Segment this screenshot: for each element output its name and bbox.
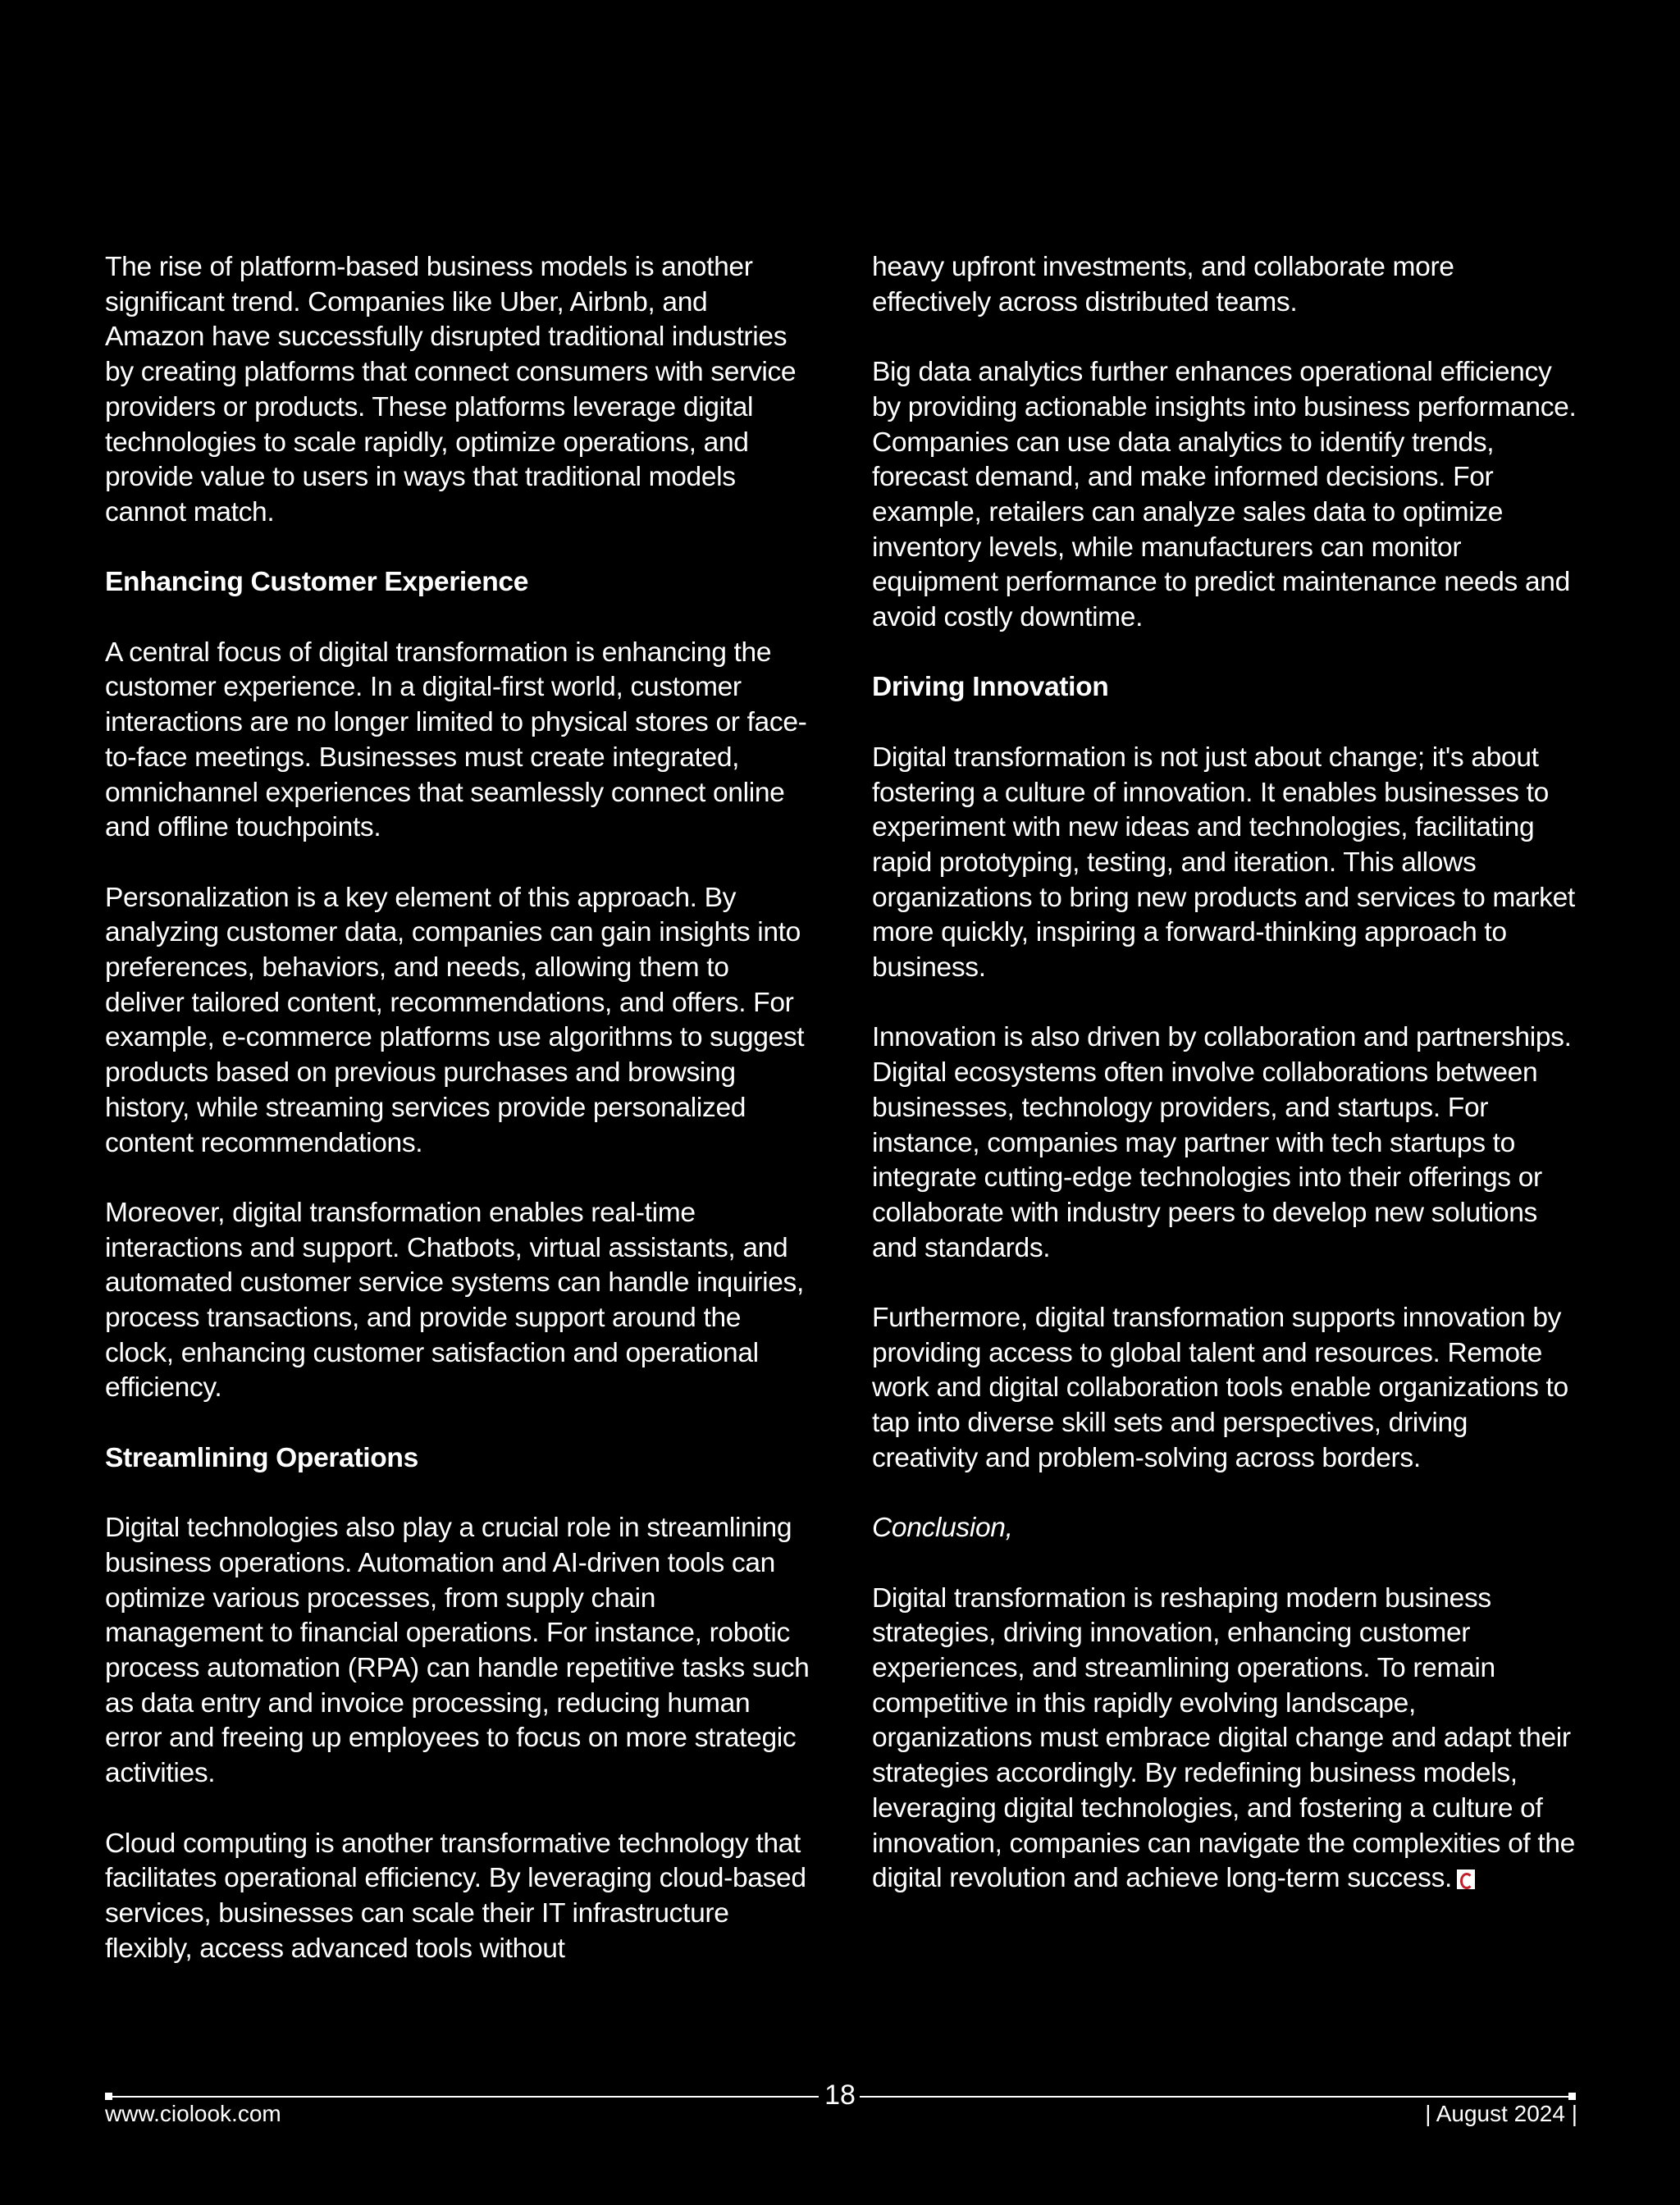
conclusion-text: Digital transformation is reshaping modern business strategies, driving innovation, enhancing customer experiences, and streamlining operations. To remain competitive in this rapidly evolving landscape, organizations must embrace digital change and adapt their strategies accordingly. By redefining business models, leveraging digital technologies, and fostering a culture of innovation, companies can navigate the complexities of the digital revolution and achieve long-term success. bbox=[872, 1582, 1575, 1894]
paragraph: Furthermore, digital transformation supports innovation by providing access to global talent and resources. Remote work and digital collaboration tools enable organizations to tap into diverse skill sets and perspectives, driving creativity and problem-solving across borders. bbox=[872, 1303, 1568, 1473]
section-heading-streamlining-operations: Streamlining Operations bbox=[105, 1442, 418, 1473]
paragraph: heavy upfront investments, and collaborate more effectively across distributed teams. bbox=[872, 252, 1454, 317]
paragraph: Innovation is also driven by collaboration and partnerships. Digital ecosystems often involve collaborations between businesses, technology providers, and startups. For instance, companies may partner with tech startups to integrate cutting-edge technologies into their offerings or collaborate with industry peers to develop new solutions and standards. bbox=[872, 1022, 1572, 1263]
paragraph: The rise of platform-based business models is another significant trend. Companies like Uber, Airbnb, and Amazon have successfully disrupted traditional industries by creating platforms that connect consumers with service providers or products. These platforms leverage digital technologies to scale rapidly, optimize operations, and provide value to users in ways that traditional models cannot match. bbox=[105, 252, 797, 527]
footer-website: www.ciolook.com bbox=[105, 2101, 281, 2126]
left-column bbox=[105, 250, 810, 2002]
conclusion-label: Conclusion, bbox=[872, 1513, 1013, 1544]
ciolook-end-mark-icon bbox=[1457, 1869, 1475, 1889]
paragraph: Personalization is a key element of this approach. By analyzing customer data, companies can gain insights into preferences, behaviors, and needs, allowing them to deliver tailored content, recommendations, and offers. For example, e-commerce platforms use algorithms to suggest products based on previous purchases and browsing history, while streaming services provide personalized content recommendations. bbox=[105, 882, 805, 1158]
paragraph: Moreover, digital transformation enables real-time interactions and support. Chatbots, virtual assistants, and automated customer service systems can handle inquiries, process transactions, and provide support around the clock, enhancing customer satisfaction and operational efficiency. bbox=[105, 1197, 804, 1404]
footer-rule-right bbox=[860, 2096, 1573, 2098]
paragraph: Digital technologies also play a crucial role in streamlining business operations. Automation and AI-driven tools can optimize various processes, from supply chain management to financial operations. For instance, robotic process automation (RPA) can handle repetitive tasks such as data entry and invoice processing, reducing human error and freeing up employees to focus on more strategic activities. bbox=[105, 1513, 810, 1789]
paragraph: Big data analytics further enhances operational efficiency by providing actionable insights into business performance. Companies can use data analytics to identify trends, forecast demand, and make informed decisions. For example, retailers can analyze sales data to optimize inventory levels, while manufacturers can monitor equipment performance to predict maintenance needs and avoid costly downtime. bbox=[872, 357, 1577, 633]
footer-issue-date: | August 2024 | bbox=[1425, 2101, 1577, 2126]
conclusion-paragraph bbox=[872, 1582, 1577, 1897]
page-number: 18 bbox=[824, 2079, 856, 2111]
paragraph: A central focus of digital transformation is enhancing the customer experience. In a digital-first world, customer interactions are no longer limited to physical stores or face-to-face meetings. Businesses must create integrated, omnichannel experiences that seamlessly connect online and offline touchpoints. bbox=[105, 637, 807, 843]
section-heading-customer-experience: Enhancing Customer Experience bbox=[105, 567, 529, 598]
footer-rule-left bbox=[105, 2096, 819, 2098]
paragraph: Cloud computing is another transformative technology that facilitates operational efficiency. By leveraging cloud-based services, businesses can scale their IT infrastructure flexibly, access advanced tools without bbox=[105, 1828, 806, 1964]
paragraph: Digital transformation is not just about change; it's about fostering a culture of innovation. It enables businesses to experiment with new ideas and technologies, facilitating rapid prototyping, testing, and iteration. This allows organizations to bring new products and services to market more quickly, inspiring a forward-thinking approach to business. bbox=[872, 742, 1575, 984]
footer-rule-end-right bbox=[1568, 2093, 1576, 2100]
right-column bbox=[872, 250, 1577, 1932]
section-heading-driving-innovation: Driving Innovation bbox=[872, 672, 1109, 703]
